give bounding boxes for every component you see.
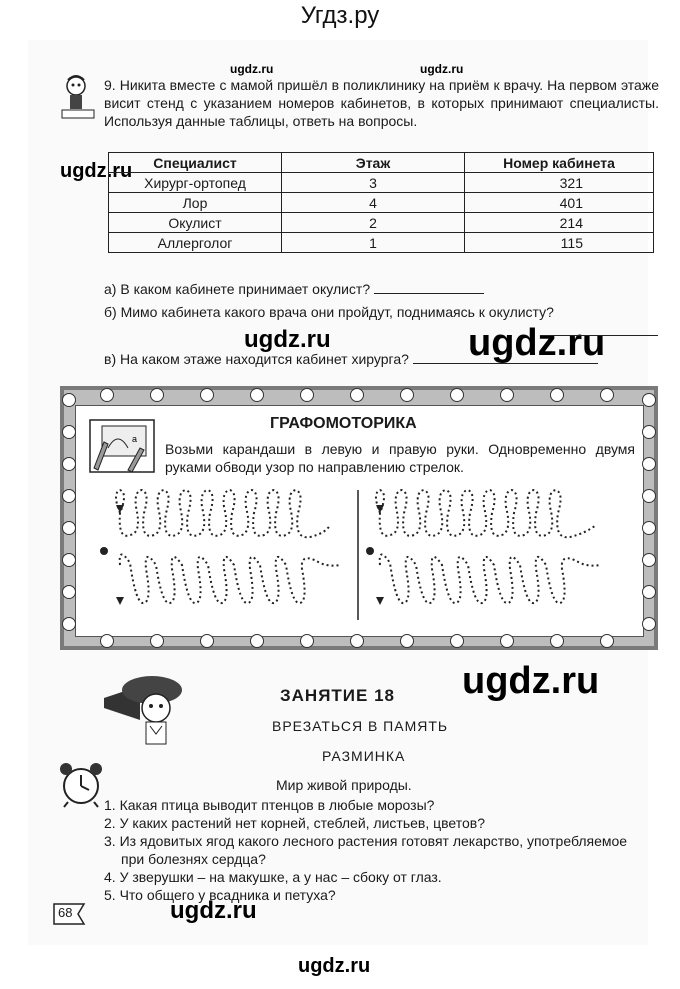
thinking-person-icon [58, 72, 98, 124]
frame-ring [642, 617, 656, 631]
frame-ring [62, 617, 76, 631]
column-header: Специалист [109, 153, 282, 173]
pattern-left [116, 490, 340, 603]
table-header-row [109, 153, 654, 173]
watermark: ugdz.ru [420, 62, 464, 76]
svg-text:a: a [132, 434, 138, 444]
arrow-icon [376, 505, 384, 513]
frame-ring [350, 634, 364, 648]
room-cell: 401 [465, 193, 654, 213]
frame-ring [62, 393, 76, 407]
frame-ring [62, 553, 76, 567]
watermark: ugdz.ru [60, 160, 133, 182]
question-a-text: а) В каком кабинете принимает окулист? [104, 281, 371, 297]
frame-ring [550, 634, 564, 648]
frame-ring [250, 634, 264, 648]
watermark: ugdz.ru [468, 322, 606, 364]
frame-ring [150, 388, 164, 402]
watermark: ugdz.ru [298, 955, 371, 977]
frame-ring [62, 425, 76, 439]
question-b [104, 303, 554, 321]
topic-title: Мир живой природы. [276, 777, 412, 793]
frame-ring [450, 634, 464, 648]
frame-ring [550, 388, 564, 402]
arrow-icon [376, 597, 384, 605]
mascot-megaphone-icon [100, 668, 190, 752]
answer-line-a[interactable] [374, 281, 484, 294]
frame-ring [62, 585, 76, 599]
floor-cell: 1 [282, 233, 465, 253]
arrow-icon [116, 505, 124, 513]
grafomotorika-title: ГРАФОМОТОРИКА [270, 415, 417, 432]
frame-ring [150, 634, 164, 648]
warmup-heading: РАЗМИНКА [322, 748, 406, 764]
lesson-subtitle: ВРЕЗАТЬСЯ В ПАМЯТЬ [272, 718, 449, 734]
arrow-icon [116, 597, 124, 605]
lesson-title: ЗАНЯТИЕ 18 [280, 686, 395, 705]
task-9-paragraph: 9. Никита вместе с мамой пришёл в поликлинику на приём к врачу. На первом этаже висит стенд с указанием номеров кабинетов, в которых принимают специалисты. Используя данные таблицы, ответь на вопросы. [104, 77, 659, 129]
frame-ring [642, 489, 656, 503]
site-title: Угдз.ру [300, 2, 380, 29]
room-cell: 115 [465, 233, 654, 253]
frame-ring [642, 457, 656, 471]
specialist-cell: Хирург-ортопед [109, 173, 282, 193]
specialist-cell: Лор [109, 193, 282, 213]
frame-ring [450, 388, 464, 402]
list-item: 2. У каких растений нет корней, стеблей, листьев, цветов? [104, 815, 486, 831]
frame-ring [350, 388, 364, 402]
frame-ring [300, 388, 314, 402]
list-item: 3. Из ядовитых ягод какого лесного растения готовят лекарство, употребляемое при болезнях сердца? [104, 833, 628, 867]
column-header: Номер кабинета [465, 153, 654, 173]
floor-cell: 2 [282, 213, 465, 233]
room-cell: 214 [465, 213, 654, 233]
room-cell: 321 [465, 173, 654, 193]
frame-ring [642, 521, 656, 535]
watermark: ugdz.ru [244, 326, 331, 353]
frame-ring [400, 634, 414, 648]
watermark: ugdz.ru [170, 897, 257, 924]
frame-ring [642, 553, 656, 567]
frame-ring [600, 634, 614, 648]
frame-ring [600, 388, 614, 402]
frame-ring [62, 489, 76, 503]
specialist-cell: Аллерголог [109, 233, 282, 253]
frame-ring [100, 634, 114, 648]
frame-ring [300, 634, 314, 648]
frame-ring [62, 457, 76, 471]
answer-line-b[interactable] [540, 335, 658, 336]
floor-cell: 4 [282, 193, 465, 213]
table-row [109, 213, 654, 233]
list-item: 4. У зверушки – на макушке, а у нас – сбоку от глаз. [104, 869, 442, 885]
drawing-hands-icon [88, 418, 158, 476]
column-header: Этаж [282, 153, 465, 173]
frame-ring [642, 393, 656, 407]
frame-ring [200, 388, 214, 402]
start-dot [100, 547, 108, 555]
pattern-right [376, 490, 600, 603]
list-item: 1. Какая птица выводит птенцов в любые морозы? [104, 797, 435, 813]
warmup-questions [104, 796, 654, 904]
grafomotorika-instructions: Возьми карандаши в левую и правую руки. Одновременно двумя руками обводи узор по направлению стрелок. [165, 441, 635, 475]
watermark: ugdz.ru [230, 62, 274, 76]
page-number: 68 [58, 905, 73, 920]
task-9-text [104, 76, 659, 130]
frame-ring [250, 388, 264, 402]
frame-ring [200, 634, 214, 648]
table-row [109, 233, 654, 253]
loop-pattern [90, 485, 626, 625]
frame-ring [500, 634, 514, 648]
table-row [109, 193, 654, 213]
specialists-table [108, 152, 654, 253]
question-a [104, 280, 484, 298]
frame-ring [642, 585, 656, 599]
question-c-text: в) На каком этаже находится кабинет хирурга? [104, 351, 409, 367]
answer-line-c[interactable] [413, 351, 598, 364]
frame-ring [100, 388, 114, 402]
frame-ring [400, 388, 414, 402]
alarm-clock-icon [56, 760, 106, 808]
list-item: 5. Что общего у всадника и петуха? [104, 887, 336, 903]
question-b-text: б) Мимо кабинета какого врача они пройдут, поднимаясь к окулисту? [104, 304, 554, 320]
start-dot [366, 547, 374, 555]
question-c [104, 350, 598, 368]
watermark: ugdz.ru [462, 660, 600, 702]
specialist-cell: Окулист [109, 213, 282, 233]
floor-cell: 3 [282, 173, 465, 193]
table-row [109, 173, 654, 193]
frame-ring [642, 425, 656, 439]
frame-ring [500, 388, 514, 402]
frame-ring [62, 521, 76, 535]
